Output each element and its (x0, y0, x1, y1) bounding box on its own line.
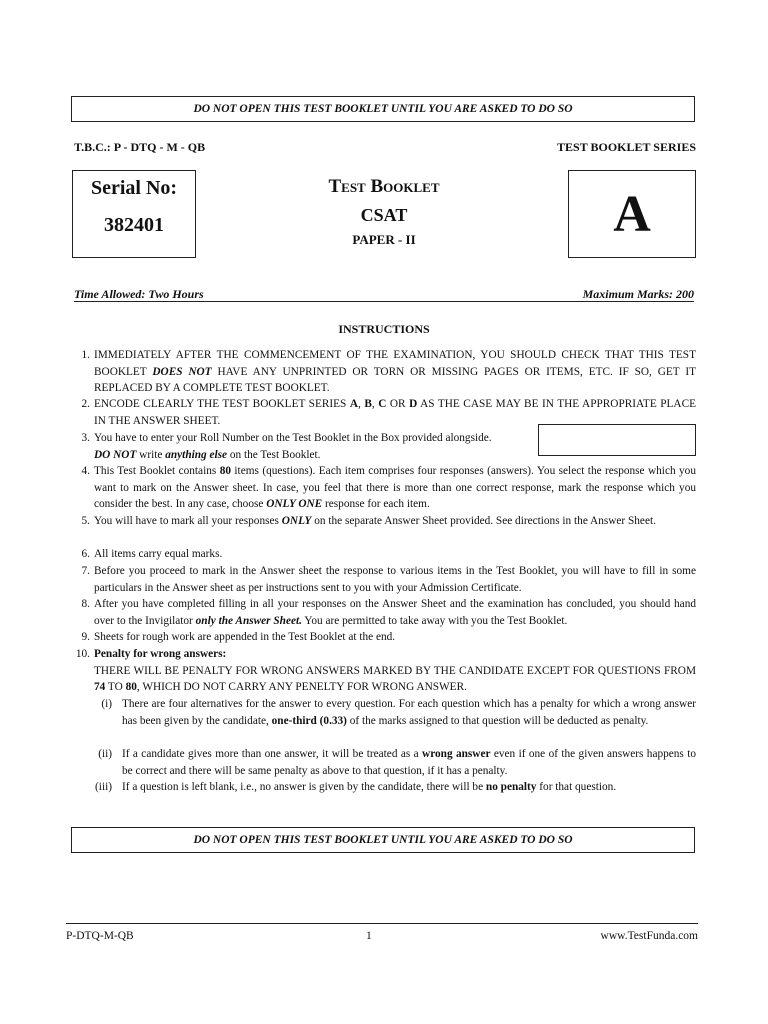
roll-number-box[interactable] (538, 424, 696, 456)
serial-number-box (72, 170, 196, 258)
series-letter: A (613, 185, 651, 243)
booklet-paper: PAPER - II (352, 232, 416, 247)
footer-website-link[interactable]: www.TestFunda.com (600, 930, 698, 942)
series-letter-box (568, 170, 696, 258)
penalty-heading: Penalty for wrong answers: (94, 648, 227, 660)
instruction-item-2: 2. ENCODE CLEARLY THE TEST BOOKLET SERIES A, B, C OR D AS THE CASE MAY BE IN THE APPROPRIATE PLACE IN THE ANSWER SHEET. (81, 398, 697, 427)
penalty-point-ii: (ii) If a candidate gives more than one answer, it will be treated as a wrong answer even if one of the given answers happens to be correct and there will be same penalty as above to that question, if it has a penalty. (98, 748, 696, 777)
instruction-item-4: 4. This Test Booklet contains 80 items (questions). Each item comprises four responses (answers). You select the response which you want to mark on the Answer sheet. In case, you feel that there is more than one correct response, mark the response which you consider the best. In any case, choose ONLY ONE response for each item. (81, 465, 696, 510)
time-marks-row (74, 287, 694, 302)
booklet-title: Test Booklet (328, 176, 440, 197)
tbc-code: T.B.C.: P - DTQ - M - QB (74, 140, 206, 154)
instruction-item-6: 6. All items carry equal marks. (81, 548, 223, 560)
time-allowed: Time Allowed: Two Hours (74, 287, 204, 301)
maximum-marks: Maximum Marks: 200 (582, 287, 694, 301)
instruction-item-10: 10. Penalty for wrong answers: THERE WILL BE PENALTY FOR WRONG ANSWERS MARKED BY THE CANDIDATE EXCEPT FOR QUESTIONS FROM 74 TO 80, WHICH DO NOT CARRY ANY PENELTY FOR WRONG ANSWER. (75, 648, 696, 693)
penalty-point-i: (i) There are four alternatives for the answer to every question. For each question which has a penalty for which a wrong answer has been given by the candidate, one-third (0.33) of the marks assigned to that question will be deducted as penalty. (101, 698, 696, 727)
instruction-item-5: 5. You will have to mark all your responses ONLY on the separate Answer Sheet provided. See directions in the Answer Sheet. (81, 515, 656, 527)
instruction-item-1: 1. IMMEDIATELY AFTER THE COMMENCEMENT OF THE EXAMINATION, YOU SHOULD CHECK THAT THIS TEST BOOKLET DOES NOT HAVE ANY UNPRINTED OR TORN OR MISSING PAGES OR ITEMS, ETC. IF SO, GET IT REPLACED BY A COMPLETE TEST BOOKLET. (81, 349, 696, 394)
instructions-heading: INSTRUCTIONS (338, 322, 430, 336)
instruction-item-3: 3. You have to enter your Roll Number on the Test Booklet in the Box provided alongside. DO NOT write anything else on the Test Booklet. (81, 432, 492, 461)
test-booklet-series-label: TEST BOOKLET SERIES (557, 140, 696, 154)
booklet-subject: CSAT (360, 205, 408, 225)
bottom-warning-banner: DO NOT OPEN THIS TEST BOOKLET UNTIL YOU ARE ASKED TO DO SO (71, 827, 695, 853)
instruction-item-9: 9. Sheets for rough work are appended in the Test Booklet at the end. (81, 631, 396, 643)
serial-number: 382401 (104, 214, 164, 236)
instruction-item-8: 8. After you have completed filling in all your responses on the Answer Sheet and the examination has concluded, you should hand over to the Invigilator only the Answer Sheet. You are permitted to take away with you the Test Booklet. (81, 598, 696, 627)
top-warning-banner: DO NOT OPEN THIS TEST BOOKLET UNTIL YOU ARE ASKED TO DO SO (71, 96, 695, 122)
footer-page-number: 1 (366, 930, 372, 942)
footer-divider (66, 923, 698, 924)
footer-code: P-DTQ-M-QB (66, 930, 134, 942)
penalty-point-iii: (iii) If a question is left blank, i.e., no answer is given by the candidate, there will be no penalty for that question. (95, 781, 617, 793)
instruction-item-7: 7. Before you proceed to mark in the Answer sheet the response to various items in the Test Booklet, you will have to fill in some particulars in the Answer sheet as per instructions sent to you with your Admission Certificate. (81, 565, 696, 594)
serial-label: Serial No: (90, 177, 178, 199)
